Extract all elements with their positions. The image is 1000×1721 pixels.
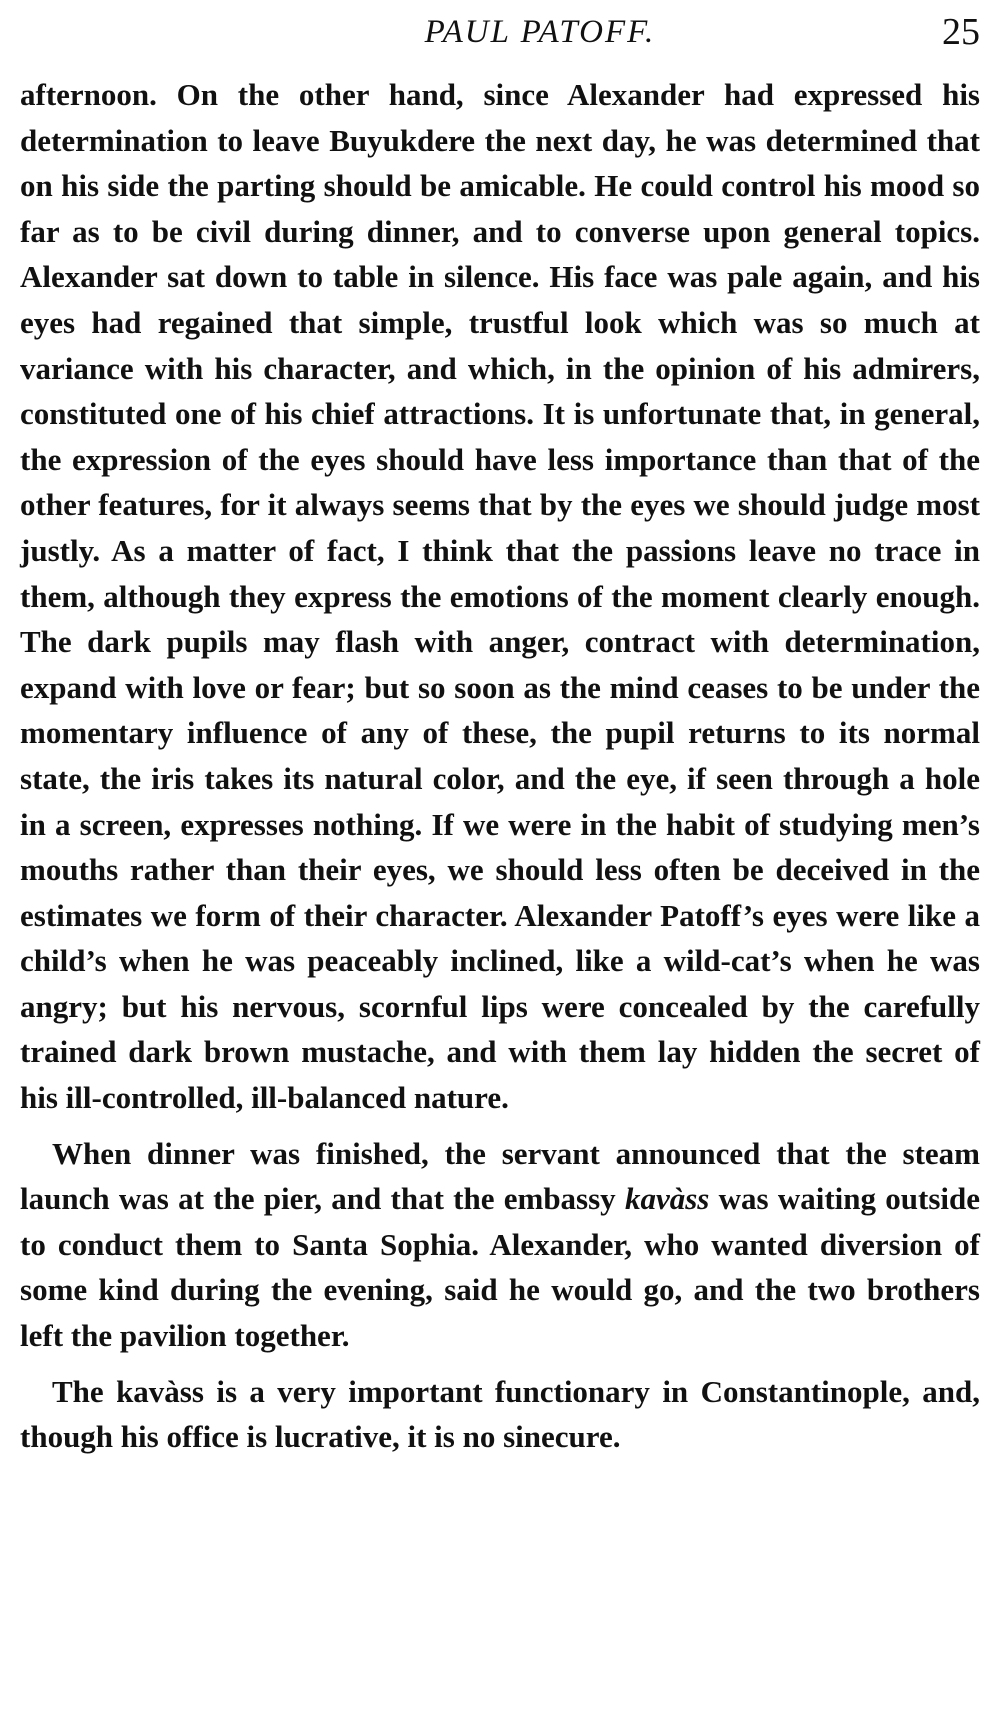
paragraph-continued: afternoon. On the other hand, since Alexander had expressed his determination to leave Buyukdere the next day, he was determined that on his side the parting should be amicable. He could control his mood so far as to be civil during dinner, and to converse upon general topics. Alexander sat down to table in silence. His face was pale again, and his eyes had regained that simple, trustful look which was so much at variance with his character, and which, in the opinion of his admirers, constituted one of his chief attractions. It is unfortunate that, in general, the expression of the eyes should have less importance than that of the other features, for it always seems that by the eyes we should judge most justly. As a matter of fact, I think that the passions leave no trace in them, although they express the emotions of the moment clearly enough. The dark pupils may flash with anger, contract with determination, expand with love or fear; but so soon as the mind ceases to be under the momentary influence of any of these, the pupil returns to its normal state, the iris takes its natural color, and the eye, if seen through a hole in a screen, expresses nothing. If we were in the habit of studying men’s mouths rather than their eyes, we should less often be deceived in the estimates we form of their character. Alexander Patoff’s eyes were like a child’s when he was peaceably inclined, like a wild-cat’s when he was angry; but his nervous, scornful lips were concealed by the carefully trained dark brown mustache, and with them lay hidden the secret of his ill-controlled, ill-balanced nature.	[20, 77, 980, 1116]
page-number: 25	[942, 11, 980, 53]
paragraph-dinner-text-2: was waiting outside to conduct them to Santa Sophia. Alexander, who wanted diversion of some kind during the evening, said he would go, and the two brothers left the pavilion together.	[20, 1181, 980, 1354]
paragraph-dinner-text-1: When dinner was finished, the servant announced that the steam launch was at the pier, and that the embassy	[20, 1135, 980, 1217]
running-head	[20, 0, 980, 60]
book-page	[20, 0, 980, 1721]
running-title: PAUL PATOFF.	[424, 14, 656, 50]
paragraph-dinner	[20, 1131, 980, 1359]
paragraph-kavass: The kavàss is a very important functionary in Constantinople, and, though his office is lucrative, it is no sinecure.	[20, 1373, 980, 1455]
body-text	[20, 72, 980, 1460]
italic-word-kavass: kavàss	[624, 1181, 710, 1217]
